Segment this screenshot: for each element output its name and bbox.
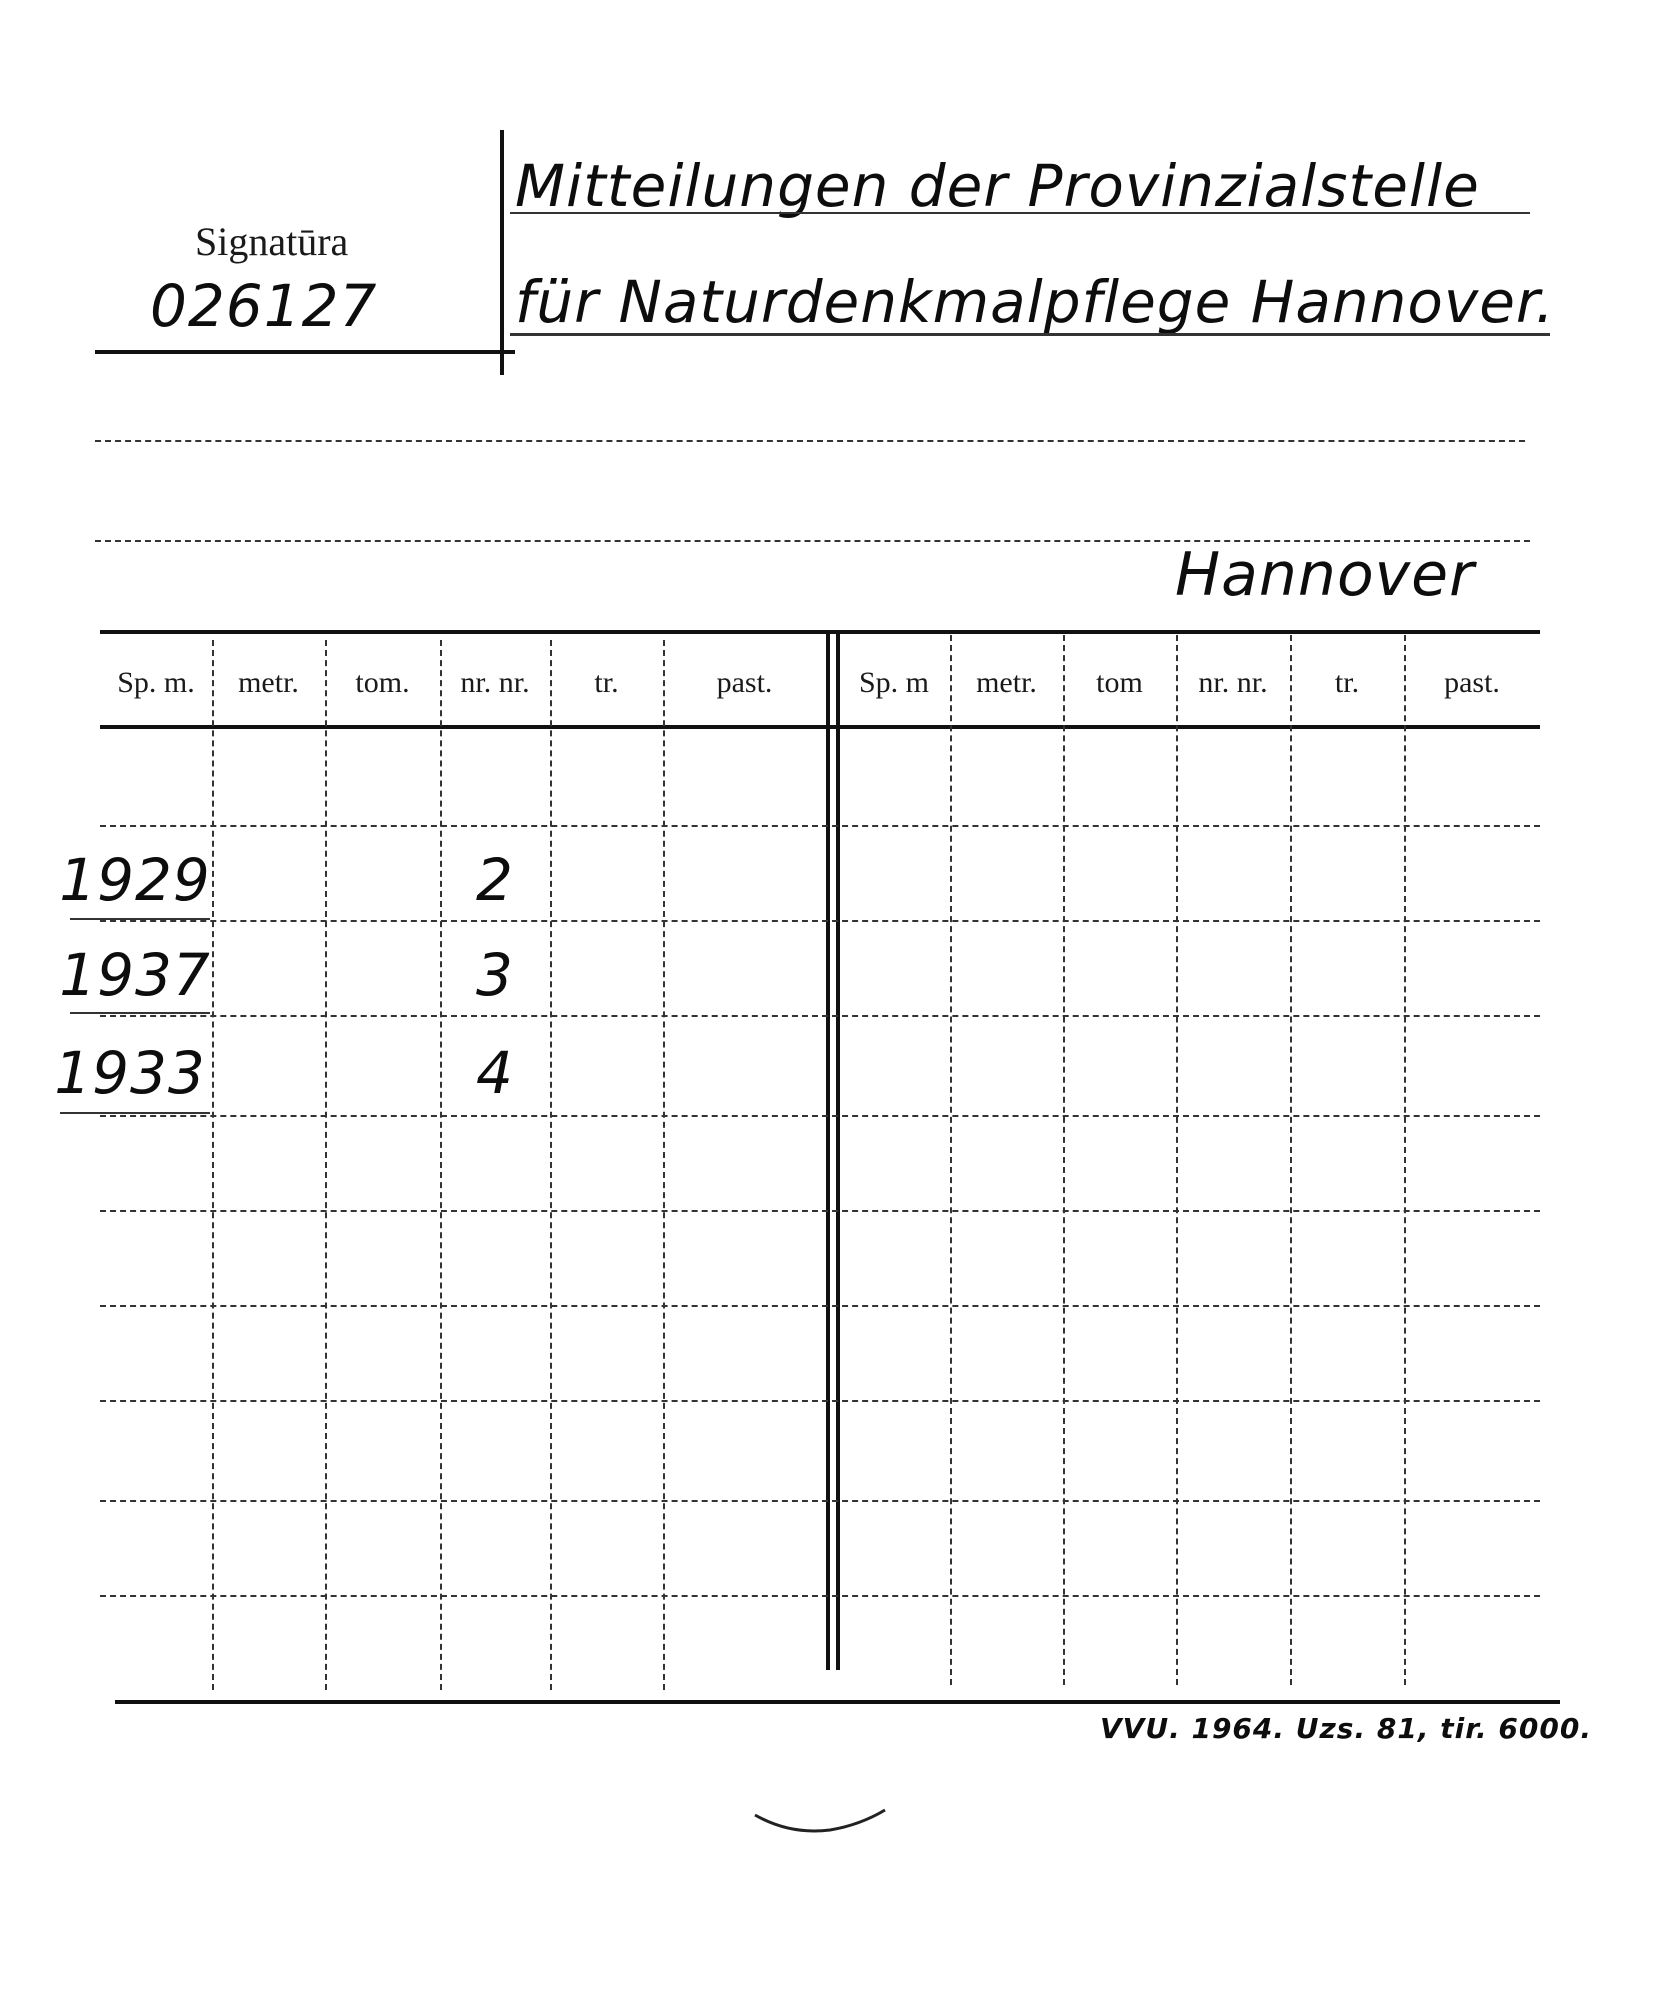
pen-mark	[750, 1805, 890, 1845]
signature-number: 026127	[150, 272, 378, 340]
col-sep	[1176, 635, 1178, 1685]
row-sep	[100, 1595, 1540, 1597]
col-sep	[550, 640, 552, 1690]
year-underline	[70, 1012, 210, 1014]
column-header: tr.	[1334, 666, 1360, 699]
title-line-2: für Naturdenkmalpflege Hannover.	[515, 268, 1555, 336]
year-underline	[60, 1112, 210, 1114]
table-center-rule-left	[826, 630, 830, 1670]
col-sep	[663, 640, 665, 1690]
col-sep	[440, 640, 442, 1690]
table-top-border	[100, 630, 1540, 634]
year-underline	[70, 918, 210, 920]
column-header: tom.	[355, 666, 410, 699]
col-sep	[1290, 635, 1292, 1685]
row-sep	[100, 1305, 1540, 1307]
column-header: metr.	[238, 666, 299, 699]
col-sep	[1404, 635, 1406, 1685]
row-sep	[100, 1015, 1540, 1017]
column-header: nr. nr.	[1198, 666, 1268, 699]
row-sep	[100, 1210, 1540, 1212]
column-header: tr.	[594, 666, 619, 699]
col-sep	[325, 640, 327, 1690]
col-sep	[212, 640, 214, 1690]
blank-line-1	[95, 440, 1525, 442]
title-line-1: Mitteilungen der Provinzialstelle	[515, 152, 1480, 220]
printer-note: VVU. 1964. Uzs. 81, tir. 6000.	[1100, 1712, 1592, 1745]
column-header: tom	[1096, 666, 1143, 699]
col-sep	[950, 635, 952, 1685]
row-sep	[100, 920, 1540, 922]
row-year: 1937	[59, 941, 211, 1009]
row-sep	[100, 1400, 1540, 1402]
row-number: 4	[476, 1039, 514, 1107]
column-header: metr.	[976, 666, 1037, 699]
signature-label: Signatūra	[195, 219, 349, 264]
header-divider	[500, 130, 504, 375]
column-header: Sp. m.	[117, 666, 195, 699]
col-sep	[1063, 635, 1065, 1685]
row-year: 1929	[59, 846, 211, 914]
row-sep	[100, 825, 1540, 827]
row-number: 2	[476, 846, 514, 914]
location-name: Hannover	[1175, 540, 1475, 610]
row-sep	[100, 1500, 1540, 1502]
table-center-rule-right	[836, 630, 840, 1670]
title-underline-2	[510, 333, 1550, 336]
table-bottom-border	[115, 1700, 1560, 1704]
column-header: Sp. m	[858, 666, 930, 699]
title-underline-1	[510, 212, 1530, 214]
row-number: 3	[476, 941, 514, 1009]
column-header: past.	[716, 666, 773, 699]
column-header: nr. nr.	[460, 666, 530, 699]
signature-underline	[95, 350, 515, 354]
row-sep	[100, 1115, 1540, 1117]
row-year: 1933	[54, 1039, 206, 1107]
column-header: past.	[1444, 666, 1500, 699]
